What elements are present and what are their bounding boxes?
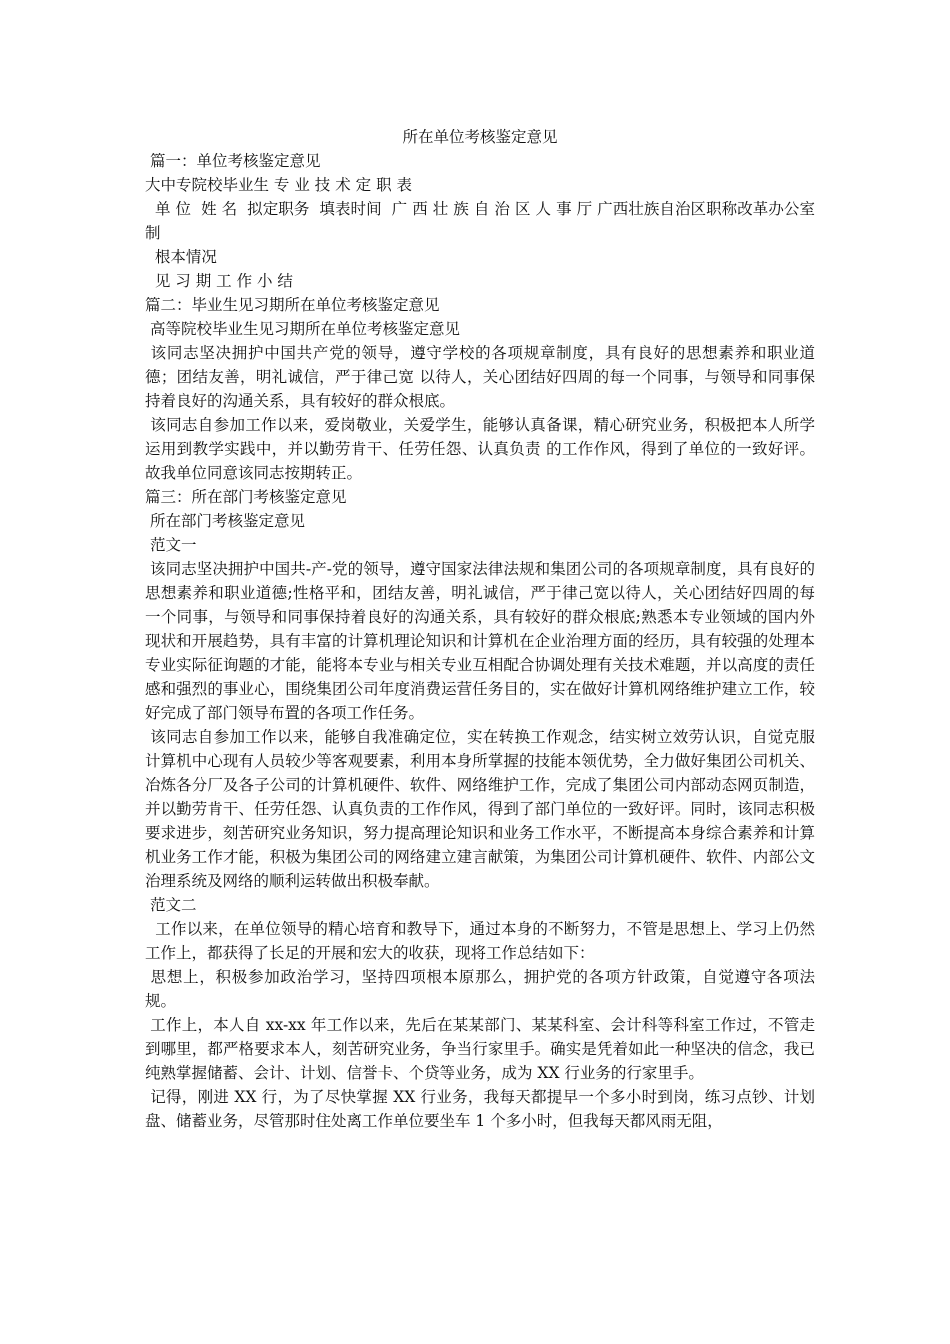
paragraph: 记得，刚进 XX 行，为了尽快掌握 XX 行业务，我每天都提早一个多小时到岗，练习点钞、计划盘、储蓄业务，尽管那时住处离工作单位要坐车 1 个多小时，但我每天都风雨无阻， [145, 1088, 815, 1130]
sample-label-1: 范文一 [145, 536, 197, 554]
sample-label-2: 范文二 [145, 896, 197, 914]
paragraph: 思想上，积极参加政治学习，坚持四项根本原那么，拥护党的各项方针政策，自觉遵守各项法规。 [145, 968, 815, 1010]
subheading-3: 所在部门考核鉴定意见 [145, 512, 305, 530]
subheading-2: 高等院校毕业生见习期所在单位考核鉴定意见 [145, 320, 460, 338]
paragraph: 工作上，本人自 xx-xx 年工作以来，先后在某某部门、某某科室、会计科等科室工作过，不管走到哪里，都严格要求本人，刻苦研究业务，争当行家里手。确实是凭着如此一种坚决的信念，我已纯熟掌握储蓄、会计、计划、信誉卡、个贷等业务，成为 XX 行业务的行家里手。 [145, 1016, 815, 1082]
document-title: 所在单位考核鉴定意见 [402, 128, 558, 146]
paragraph: 工作以来，在单位领导的精心培育和教导下，通过本身的不断努力，不管是思想上、学习上仍然工作上，都获得了长足的开展和宏大的收获，现将工作总结如下： [145, 920, 815, 962]
section-heading-1: 篇一：单位考核鉴定意见 [145, 152, 321, 170]
paragraph: 该同志坚决拥护中国共产党的领导，遵守学校的各项规章制度，具有良好的思想素养和职业道德；团结友善，明礼诚信，严于律己宽 以待人，关心团结好四周的每一个同事，与领导和同事保持着良好的沟通关系，具有较好的群众根底。 [145, 344, 815, 410]
form-fields-line: 单 位 姓 名 拟定职务 填表时间 广 西 壮 族 自 治 区 人 事 厅 广西壮族自治区职称改革办公室制 [145, 200, 815, 242]
paragraph: 该同志坚决拥护中国共-产-党的领导，遵守国家法律法规和集团公司的各项规章制度，具有良好的思想素养和职业道德;性格平和，团结友善，明礼诚信，严于律己宽以待人，关心团结好四周的每一个同事，与领导和同事保持着良好的沟通关系，具有较好的群众根底;熟悉本专业领域的国内外现状和开展趋势，具有丰富的计算机理论知识和计算机在企业治理方面的经历，具有较强的处理本专业实际征询题的才能，能将本专业与相关专业互相配合协调处理有关技术难题，并以高度的责任感和强烈的事业心，围绕集团公司年度消费运营任务目的，实在做好计算机网络维护建立工作，较好完成了部门领导布置的各项工作任务。 [145, 560, 815, 722]
internship-summary-label: 见 习 期 工 作 小 结 [145, 272, 293, 290]
paragraph: 该同志自参加工作以来，能够自我准确定位，实在转换工作观念，结实树立效劳认识，自觉克服计算机中心现有人员较少等客观要素，利用本身所掌握的技能本领优势，全力做好集团公司机关、冶炼各分厂及各子公司的计算机硬件、软件、网络维护工作，完成了集团公司内部动态网页制造，并以勤劳肯干、任劳任怨、认真负责的工作作风，得到了部门单位的一致好评。同时，该同志积极要求进步，刻苦研究业务知识，努力提高理论知识和业务工作水平，不断提高本身综合素养和计算机业务工作才能，积极为集团公司的网络建立建言献策，为集团公司计算机硬件、软件、内部公文治理系统及网络的顺利运转做出积极奉献。 [145, 728, 815, 890]
form-title: 大中专院校毕业生 专 业 技 术 定 职 表 [145, 176, 412, 194]
document-page [145, 125, 815, 1133]
section-heading-3: 篇三：所在部门考核鉴定意见 [145, 488, 347, 506]
paragraph: 该同志自参加工作以来，爱岗敬业，关爱学生，能够认真备课，精心研究业务，积极把本人所学运用到教学实践中，并以勤劳肯干、任劳任怨、认真负责 的工作作风，得到了单位的一致好评。故我单位同意该同志按期转正。 [145, 416, 815, 482]
section-heading-2: 篇二：毕业生见习期所在单位考核鉴定意见 [145, 296, 440, 314]
basic-info-label: 根本情况 [145, 248, 217, 266]
